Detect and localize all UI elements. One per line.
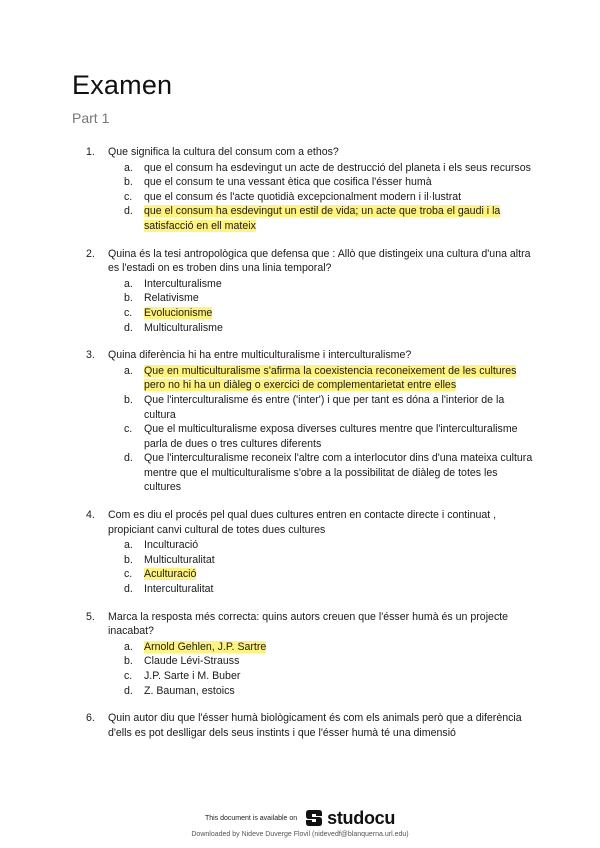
question-item	[86, 145, 536, 234]
footer-available-text: This document is available on	[204, 814, 298, 822]
option-letter: c.	[124, 306, 133, 319]
answer-option	[124, 204, 536, 233]
highlighted-answer-text: Evolucionisme	[144, 306, 213, 319]
highlighted-answer-text: que el consum ha esdevingut un estil de vida; un acte que troba el gaudi i la satisfacció en ell mateix	[144, 205, 501, 232]
answer-option	[124, 538, 536, 553]
answer-option	[124, 306, 536, 321]
question-number: 2.	[86, 247, 95, 260]
option-letter: c.	[124, 670, 133, 682]
option-letter: b.	[124, 292, 133, 305]
answer-option	[124, 451, 536, 495]
question-number: 5.	[86, 610, 95, 623]
option-letter: a.	[124, 539, 133, 552]
option-letter: a.	[124, 161, 133, 174]
option-text: Que l'interculturalisme és entre ('inter') i que per tant es dóna a l'interior de la cultura	[144, 393, 505, 421]
question-item	[86, 610, 536, 699]
option-list	[124, 364, 536, 495]
option-letter: b.	[124, 176, 133, 189]
footer-downloaded-text: Downloaded by Nideve Duverge Flovil (nidevedf@blanquerna.url.edu)	[191, 831, 409, 838]
question-item	[86, 508, 536, 597]
question-text: Quina és la tesi antropològica que defensa que : Allò que distingeix una cultura d'una altra es l'estadi on es troben dins una linia temporal?	[108, 247, 531, 275]
option-list	[124, 277, 536, 335]
question-text: Com es diu el procés pel qual dues cultures entren en contacte directe i continuat , propiciant canvi cultural de totes dues cultures	[108, 509, 497, 536]
question-number: 6.	[86, 712, 95, 725]
answer-option	[124, 422, 536, 451]
answer-option	[124, 640, 536, 655]
answer-option	[124, 582, 536, 597]
answer-option	[124, 277, 536, 292]
question-text: Que significa la cultura del consum com a ethos?	[108, 146, 339, 158]
option-letter: b.	[124, 553, 133, 566]
option-text: que el consum te una vessant ètica que cosifica l'ésser humà	[144, 176, 432, 189]
answer-option	[124, 291, 536, 306]
option-letter: d.	[124, 452, 133, 465]
answer-option	[124, 321, 536, 336]
page-subtitle: Part 1	[72, 110, 110, 126]
option-text: Claude Lévi-Strauss	[144, 655, 240, 668]
answer-option	[124, 669, 536, 684]
answer-option	[124, 567, 536, 582]
page-title: Examen	[72, 70, 173, 100]
option-letter: a.	[124, 640, 133, 653]
option-letter: d.	[124, 583, 133, 596]
option-text: Relativisme	[144, 292, 199, 305]
option-text: Que l'interculturalisme reconeix l'altre com a interlocutor dins d'una mateixa cultura mentre que el multiculturalisme s'obre a la possibilitat de diàleg de totes les cultures	[144, 452, 533, 494]
option-letter: c.	[124, 423, 133, 436]
question-item	[86, 711, 536, 740]
question-list	[86, 145, 536, 753]
option-list	[124, 538, 536, 596]
option-text: Que el multiculturalisme exposa diverses cultures mentre que l'interculturalisme parla de dues o tres cultures diferents	[144, 423, 518, 450]
option-text: Z. Bauman, estoics	[144, 684, 235, 697]
question-number: 1.	[86, 146, 95, 158]
option-letter: a.	[124, 277, 133, 290]
studocu-logo-text: studocu	[327, 807, 396, 828]
option-text: J.P. Sarte i M. Buber	[144, 670, 241, 682]
option-letter: c.	[124, 568, 133, 581]
option-letter: b.	[124, 655, 133, 668]
option-text: Inculturació	[144, 539, 199, 552]
option-text: que el consum ha esdevingut un acte de destrucció del planeta i els seus recursos	[144, 161, 531, 174]
question-text: Marca la resposta més correcta: quins autors creuen que l'ésser humà és un projecte inacabat?	[108, 610, 509, 638]
question-number: 3.	[86, 349, 95, 362]
answer-option	[124, 684, 536, 699]
option-list	[124, 640, 536, 698]
studocu-logo-icon	[305, 808, 323, 828]
answer-option	[124, 190, 536, 205]
option-text: Multiculturalitat	[144, 553, 215, 566]
option-letter: b.	[124, 393, 133, 406]
option-letter: a.	[124, 364, 133, 377]
question-number: 4.	[86, 509, 95, 522]
answer-option	[124, 553, 536, 568]
highlighted-answer-text: Que en multiculturalisme s'afirma la coexistencia reconeixement de les cultures pero no hi ha un diàleg o exercici de complementarietat entre elles	[144, 364, 517, 392]
highlighted-answer-text: Arnold Gehlen, J.P. Sartre	[144, 640, 267, 653]
answer-option	[124, 364, 536, 393]
option-letter: d.	[124, 684, 133, 697]
studocu-logo[interactable]	[305, 808, 395, 829]
option-text: que el consum és l'acte quotidià excepcionalment modern i il·lustrat	[144, 190, 462, 203]
answer-option	[124, 161, 536, 176]
question-item	[86, 348, 536, 495]
question-item	[86, 247, 536, 336]
footer-banner	[0, 806, 600, 830]
answer-option	[124, 393, 536, 422]
option-letter: d.	[124, 205, 133, 218]
answer-option	[124, 175, 536, 190]
question-text: Quina diferència hi ha entre multiculturalisme i interculturalisme?	[108, 349, 412, 362]
answer-option	[124, 654, 536, 669]
option-list	[124, 161, 536, 234]
option-text: Interculturalitat	[144, 583, 214, 596]
highlighted-answer-text: Aculturació	[144, 568, 197, 581]
option-letter: d.	[124, 321, 133, 334]
question-text: Quin autor diu que l'ésser humà biològicament és com els animals però que a diferència d'ells es pot deslligar dels seus instints i que l'ésser humà té una dimensió	[108, 712, 522, 739]
option-text: Interculturalisme	[144, 277, 222, 290]
option-letter: c.	[124, 190, 133, 203]
option-text: Multiculturalisme	[144, 321, 223, 334]
